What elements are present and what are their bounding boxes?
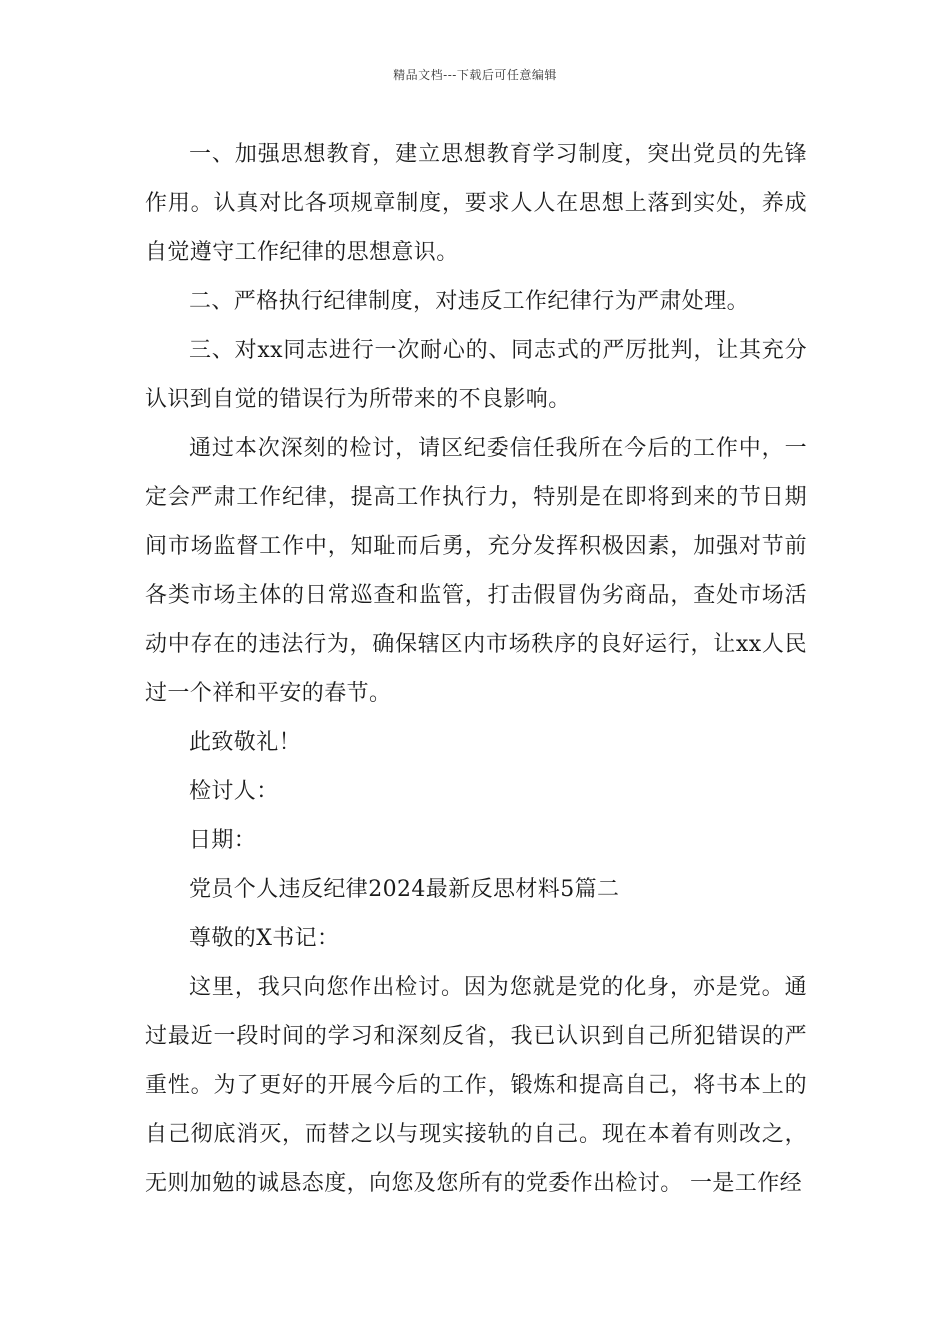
closing-salutation: 此致敬礼！ — [189, 730, 302, 755]
paragraph-measure-2: 二、严格执行纪律制度，对违反工作纪律行为严肃处理。 — [189, 289, 750, 314]
paragraph-commitment: 通过本次深刻的检讨，请区纪委信任我所在今后的工作中，一定会严肃工作纪律，提高工作执行力，特别是在即将到来的节日期间市场监督工作中，知耻而后勇，充分发挥积极因素，加强对节前各类市场主体的日常巡查和监管，打击假冒伪劣商品，查处市场活动中存在的违法行为，确保辖区内市场秩序的良好运行，让xx人民过一个祥和平安的春节。 — [145, 436, 807, 706]
paragraph-measure-1: 一、加强思想教育，建立思想教育学习制度，突出党员的先锋作用。认真对比各项规章制度，要求人人在思想上落到实处，养成自觉遵守工作纪律的思想意识。 — [145, 142, 807, 265]
signature-line: 检讨人： — [189, 779, 279, 804]
paragraph-letter-body: 这里，我只向您作出检讨。因为您就是党的化身，亦是党。通过最近一段时间的学习和深刻反省，我已认识到自己所犯错误的严重性。为了更好的开展今后的工作，锻炼和提高自己，将书本上的自己彻底消灭，而替之以与现实接轨的自己。现在本着有则改之，无则加勉的诚恳态度，向您及您所有的党委作出检讨。 一是工作经 — [145, 975, 807, 1196]
document-body — [145, 130, 807, 1208]
section-title: 党员个人违反纪律2024最新反思材料5篇二 — [189, 877, 620, 902]
page-header: 精品文档---下载后可任意编辑 — [393, 68, 557, 82]
paragraph-measure-3: 三、对xx同志进行一次耐心的、同志式的严厉批判，让其充分认识到自觉的错误行为所带来的不良影响。 — [145, 338, 807, 412]
date-line: 日期： — [189, 828, 257, 853]
letter-greeting: 尊敬的X书记： — [189, 926, 340, 951]
